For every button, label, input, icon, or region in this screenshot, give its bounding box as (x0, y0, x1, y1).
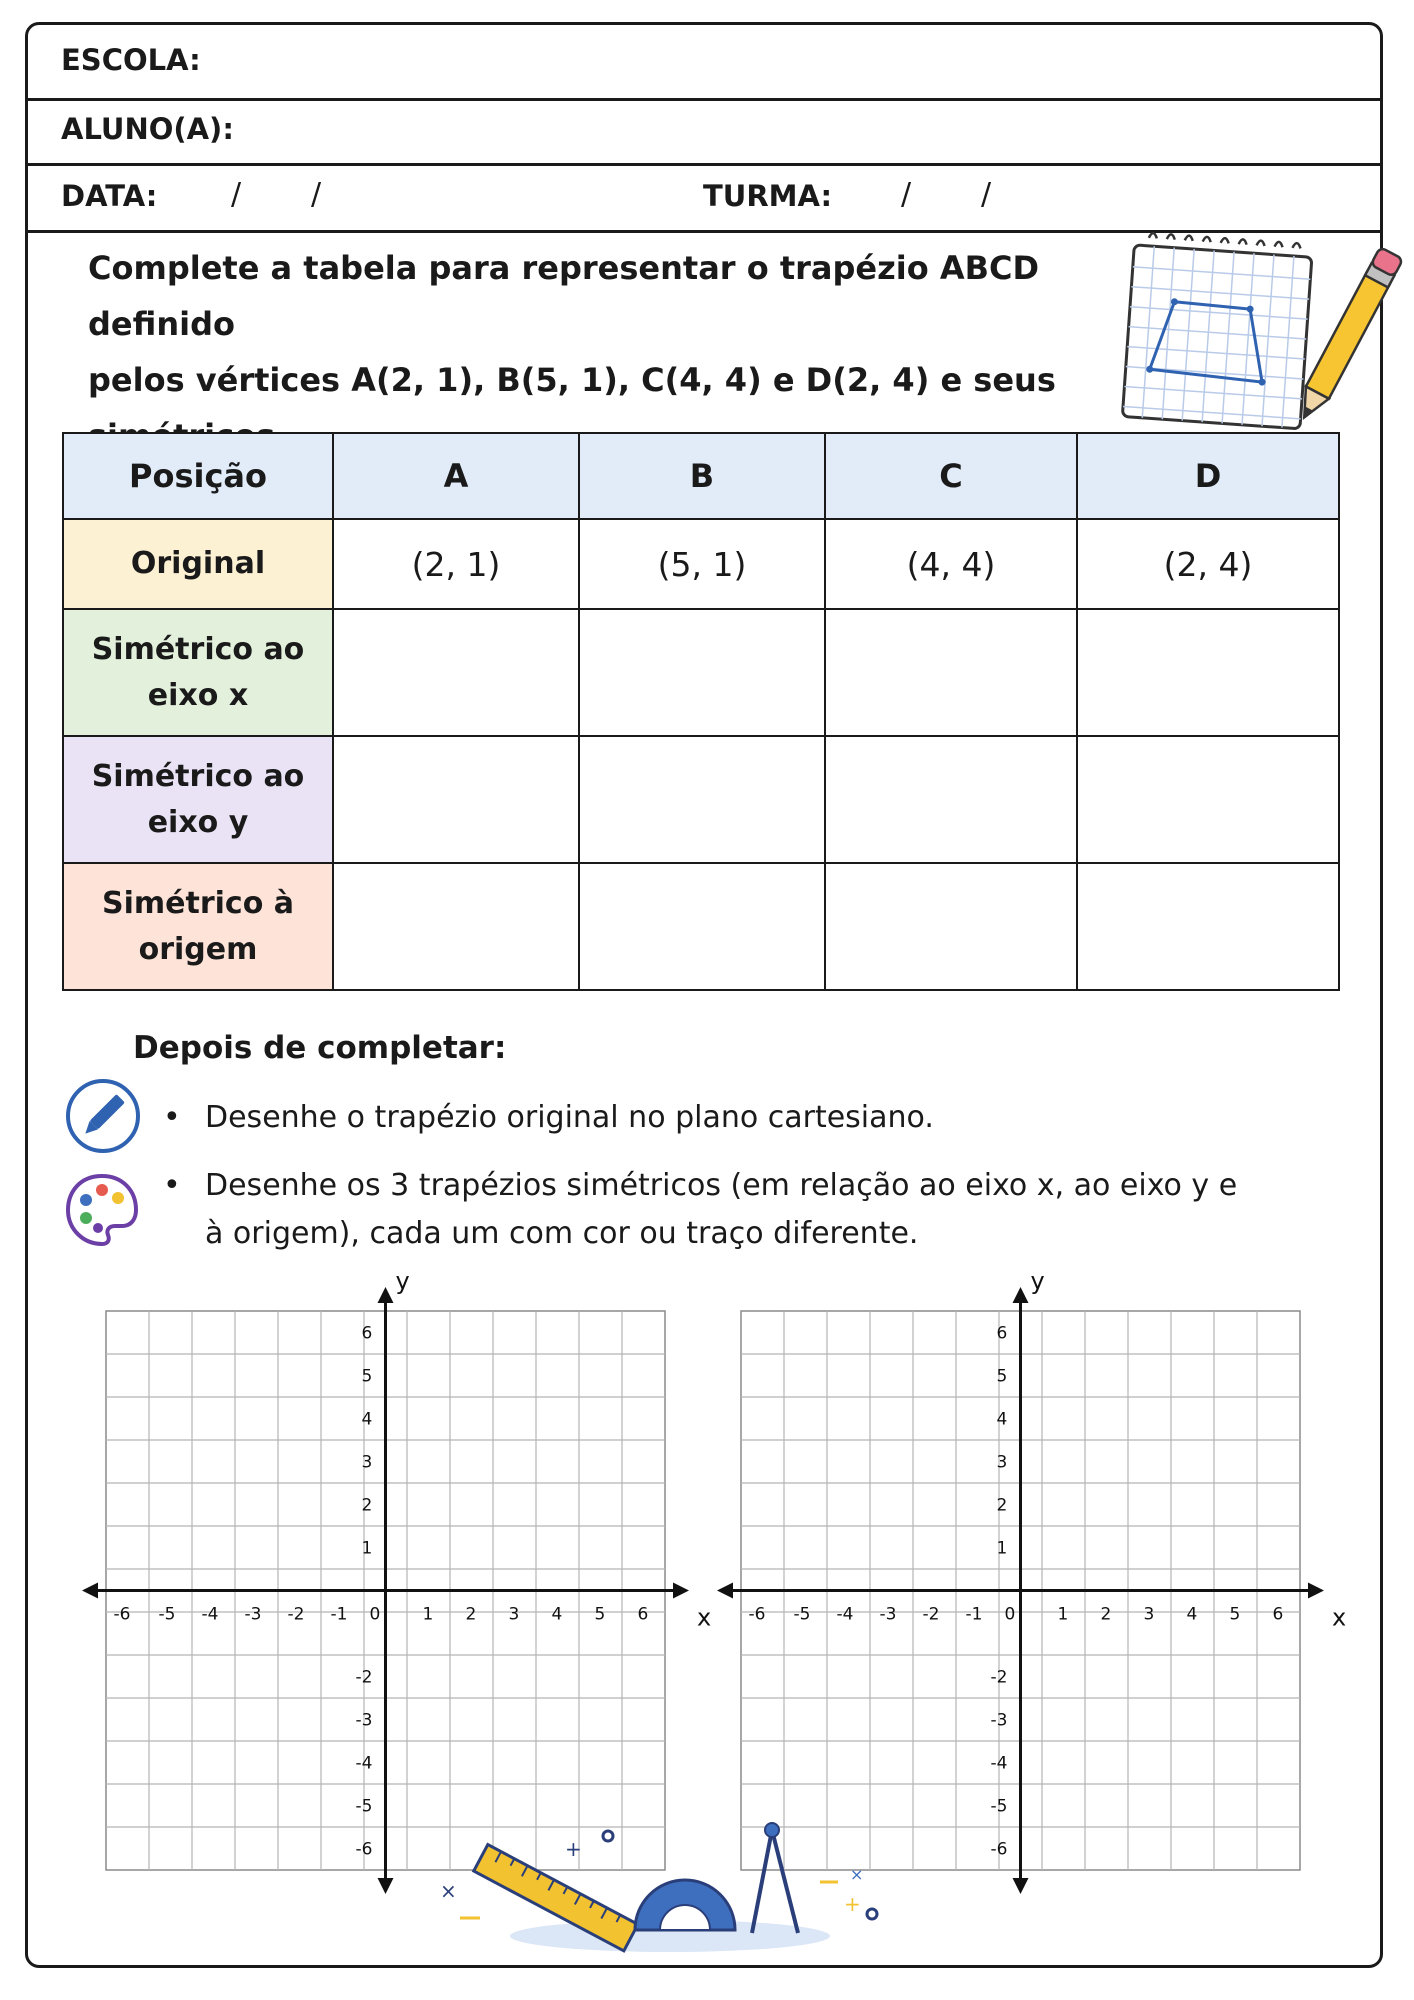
cell-original-b: (5, 1) (579, 519, 825, 609)
date-row (28, 163, 1380, 233)
row-symmetric-x (63, 609, 1339, 736)
date-slash-2: / (311, 177, 322, 212)
y-tick-label: 4 (361, 1409, 373, 1430)
x-tick-label: 5 (594, 1604, 606, 1625)
svg-text:+: + (844, 1892, 861, 1916)
bullet-text-2b: à origem), cada um com cor ou traço diferente. (205, 1216, 919, 1251)
y-tick-label: -6 (990, 1839, 1008, 1860)
x-axis-label: x (1332, 1603, 1347, 1632)
row-label-text: origem (138, 931, 258, 967)
header-position: Posição (63, 433, 333, 519)
x-tick-label: 2 (1100, 1604, 1112, 1625)
y-tick-label: 1 (361, 1538, 373, 1559)
cartesian-plane-left[interactable] (80, 1262, 712, 1860)
x-tick-label: -2 (287, 1604, 305, 1625)
class-slash-2: / (981, 177, 992, 212)
x-tick-label: -5 (793, 1604, 811, 1625)
date-slash-1: / (231, 177, 242, 212)
coordinates-table (62, 432, 1340, 991)
cell-symmetric-x-c[interactable] (825, 609, 1077, 736)
y-axis-arrow-up (1013, 1287, 1029, 1303)
y-tick-label: -6 (355, 1839, 373, 1860)
x-axis-arrow-left (82, 1583, 98, 1599)
y-tick-label: 5 (996, 1366, 1008, 1387)
x-axis-arrow-right (673, 1583, 689, 1599)
bullet-text-1: Desenhe o trapézio original no plano cartesiano. (205, 1100, 934, 1135)
x-tick-label: 4 (551, 1604, 563, 1625)
x-axis-arrow-right (1308, 1583, 1324, 1599)
instruction-line-1: Complete a tabela para representar o trapézio ABCD definido (88, 249, 1040, 343)
table-header-row (63, 433, 1339, 519)
row-label-text: eixo x (147, 677, 249, 713)
cell-symmetric-y-a[interactable] (333, 736, 579, 863)
x-tick-label: -2 (922, 1604, 940, 1625)
cartesian-plane-right[interactable] (715, 1262, 1347, 1860)
row-symmetric-origin (63, 863, 1339, 990)
y-axis-label: y (395, 1267, 410, 1295)
cell-symmetric-x-a[interactable] (333, 609, 579, 736)
x-tick-label: 6 (637, 1604, 649, 1625)
x-tick-label: -6 (748, 1604, 766, 1625)
instruction-text (88, 240, 1128, 464)
x-axis-label: x (697, 1603, 712, 1632)
y-tick-label: -2 (355, 1667, 373, 1688)
cell-symmetric-y-d[interactable] (1077, 736, 1339, 863)
cell-symmetric-origin-b[interactable] (579, 863, 825, 990)
x-tick-label: 0 (1004, 1604, 1016, 1625)
x-tick-label: -3 (879, 1604, 897, 1625)
cell-symmetric-origin-d[interactable] (1077, 863, 1339, 990)
cell-original-c: (4, 4) (825, 519, 1077, 609)
header-b: B (579, 433, 825, 519)
header-d: D (1077, 433, 1339, 519)
x-tick-label: 6 (1272, 1604, 1284, 1625)
svg-text:+: + (565, 1837, 582, 1861)
x-tick-label: -3 (244, 1604, 262, 1625)
student-row[interactable] (28, 98, 1380, 166)
after-completing-title: Depois de completar: (133, 1030, 507, 1066)
x-tick-label: 3 (1143, 1604, 1155, 1625)
x-tick-label: -4 (836, 1604, 854, 1625)
y-tick-label: 3 (996, 1452, 1008, 1473)
y-tick-label: -2 (990, 1667, 1008, 1688)
x-tick-label: -1 (330, 1604, 348, 1625)
cell-symmetric-y-b[interactable] (579, 736, 825, 863)
class-slash-1: / (901, 177, 912, 212)
y-tick-label: -4 (990, 1753, 1008, 1774)
row-label-text: Original (130, 546, 266, 581)
y-tick-label: 1 (996, 1538, 1008, 1559)
bullet-item-2 (163, 1162, 1237, 1258)
bullet-dot: • (163, 1168, 181, 1203)
y-axis-label: y (1030, 1267, 1045, 1295)
y-tick-label: 6 (996, 1323, 1008, 1344)
bullet-item-1 (163, 1094, 934, 1142)
geometry-tools-icon (420, 1808, 920, 1958)
svg-text:×: × (440, 1879, 457, 1903)
row-label-text: Simétrico à (102, 885, 294, 921)
y-tick-label: 3 (361, 1452, 373, 1473)
y-tick-label: -3 (355, 1710, 373, 1731)
x-tick-label: 4 (1186, 1604, 1198, 1625)
x-tick-label: 0 (369, 1604, 381, 1625)
row-label-symmetric-y (63, 736, 333, 863)
svg-text:×: × (850, 1865, 864, 1884)
cell-symmetric-origin-c[interactable] (825, 863, 1077, 990)
cell-original-d: (2, 4) (1077, 519, 1339, 609)
row-symmetric-y (63, 736, 1339, 863)
instruction-line-2: pelos vértices A(2, 1), B(5, 1), C(4, 4) e D(2, 4) e seus (88, 361, 1056, 399)
row-label-symmetric-origin (63, 863, 333, 990)
notebook-trapezoid-icon (1110, 228, 1380, 433)
y-tick-label: -5 (990, 1796, 1008, 1817)
x-tick-label: 1 (422, 1604, 434, 1625)
x-axis-arrow-left (717, 1583, 733, 1599)
row-label-text: eixo y (147, 804, 249, 840)
header-c: C (825, 433, 1077, 519)
cell-symmetric-x-b[interactable] (579, 609, 825, 736)
student-label: ALUNO(A): (61, 112, 234, 146)
row-label-text: Simétrico ao (91, 631, 305, 667)
y-tick-label: 5 (361, 1366, 373, 1387)
y-axis-arrow-up (378, 1287, 394, 1303)
bullet-dot: • (163, 1100, 181, 1135)
y-tick-label: 6 (361, 1323, 373, 1344)
cell-original-a: (2, 1) (333, 519, 579, 609)
x-tick-label: 5 (1229, 1604, 1241, 1625)
y-tick-label: -3 (990, 1710, 1008, 1731)
x-tick-label: -1 (965, 1604, 983, 1625)
school-label: ESCOLA: (61, 43, 201, 77)
header-a: A (333, 433, 579, 519)
class-label: TURMA: (703, 179, 833, 213)
y-tick-label: -4 (355, 1753, 373, 1774)
palette-icon (62, 1170, 142, 1250)
x-tick-label: -6 (113, 1604, 131, 1625)
y-tick-label: -5 (355, 1796, 373, 1817)
bullet-text-2a: Desenhe os 3 trapézios simétricos (em relação ao eixo x, ao eixo y e (205, 1168, 1238, 1203)
pen-circle-icon (64, 1077, 142, 1155)
row-original (63, 519, 1339, 609)
row-label-symmetric-x (63, 609, 333, 736)
y-tick-label: 2 (996, 1495, 1008, 1516)
y-tick-label: 4 (996, 1409, 1008, 1430)
cell-symmetric-origin-a[interactable] (333, 863, 579, 990)
school-row[interactable] (28, 25, 1380, 101)
x-tick-label: 3 (508, 1604, 520, 1625)
y-tick-label: 2 (361, 1495, 373, 1516)
row-label-original (63, 519, 333, 609)
x-tick-label: -5 (158, 1604, 176, 1625)
x-tick-label: 1 (1057, 1604, 1069, 1625)
cell-symmetric-x-d[interactable] (1077, 609, 1339, 736)
date-label: DATA: (61, 179, 158, 213)
x-tick-label: 2 (465, 1604, 477, 1625)
row-label-text: Simétrico ao (91, 758, 305, 794)
x-tick-label: -4 (201, 1604, 219, 1625)
cell-symmetric-y-c[interactable] (825, 736, 1077, 863)
